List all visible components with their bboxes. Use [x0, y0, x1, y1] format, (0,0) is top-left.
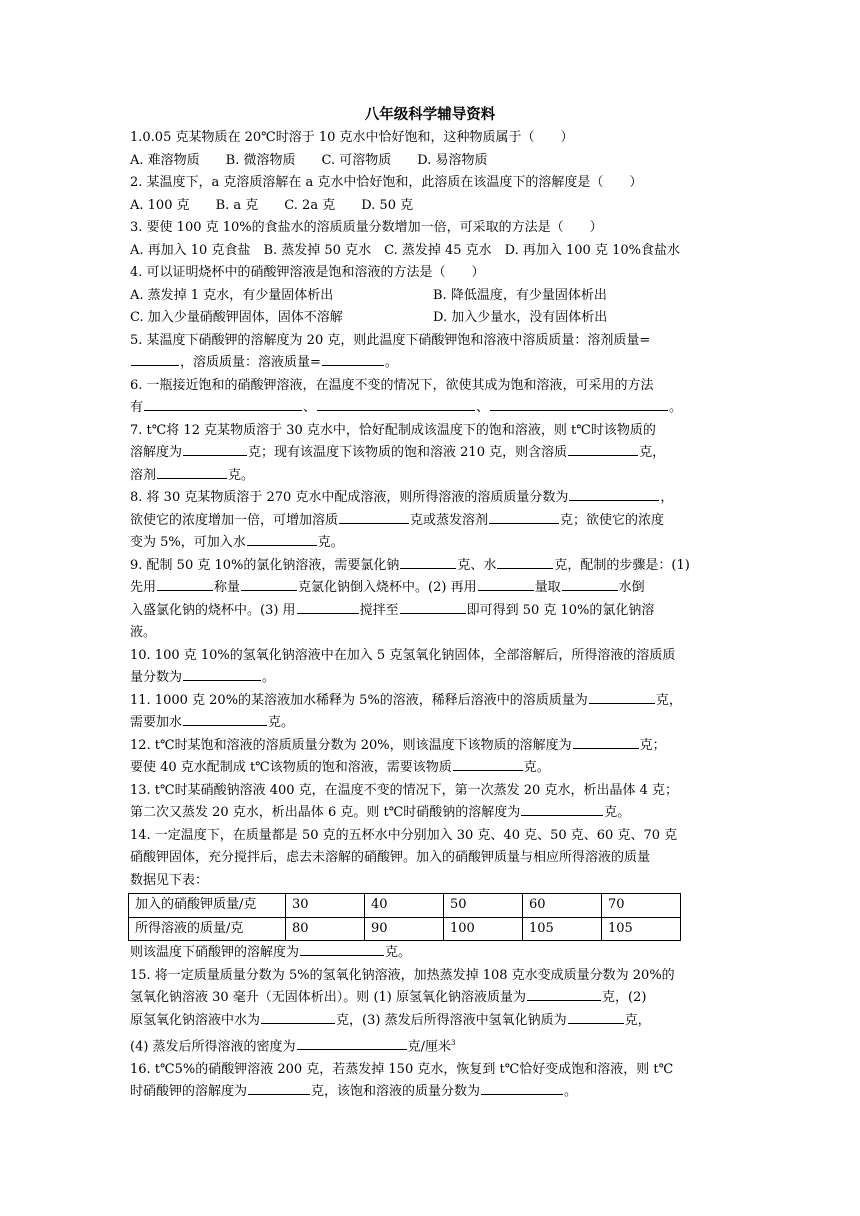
answer-blank[interactable]: [157, 578, 213, 591]
question-4-options-cd: [130, 307, 730, 330]
question-4-options-ab: [130, 285, 730, 308]
answer-blank[interactable]: [317, 398, 475, 411]
text-segment: 溶解度为: [130, 445, 183, 460]
option-a: A. 蒸发掉 1 克水，有少量固体析出: [130, 287, 334, 303]
text-segment: 克，: [639, 445, 666, 460]
answer-blank[interactable]: [261, 1011, 335, 1024]
text-segment: 时硝酸钾的溶解度为: [130, 1084, 248, 1100]
worksheet: [130, 104, 730, 1104]
answer-blank[interactable]: [481, 1082, 563, 1095]
text-segment: 克，: [624, 1012, 651, 1028]
text-segment: 变为 5%，可加入水: [130, 535, 246, 550]
text-segment: 。: [262, 670, 276, 685]
text-segment: 12. t℃时某饱和溶液的溶质质量分数为 20%，则该温度下该物质的溶解度为: [130, 737, 572, 753]
text-segment: ，溶质质量：溶液质量=: [180, 355, 321, 370]
table-cell: 80: [286, 917, 365, 941]
text-segment: 入盛氯化钠的烧杯中。(3) 用: [130, 602, 296, 618]
text-segment: 溶剂: [130, 467, 157, 483]
answer-blank[interactable]: [453, 758, 523, 771]
question-3-stem: 3. 要使 100 克 10%的食盐水的溶质质量分数增加一倍，可采取的方法是（ ）: [130, 220, 603, 235]
answer-blank[interactable]: [562, 578, 618, 591]
question-12-line-1: [130, 735, 730, 758]
question-8-line-3: [130, 532, 730, 555]
row-header: 加入的硝酸钾质量/克: [129, 894, 286, 918]
answer-blank[interactable]: [131, 353, 179, 366]
table-cell: 50: [444, 894, 523, 918]
answer-blank[interactable]: [589, 691, 655, 704]
question-10-line-1: 10. 100 克 10%的氢氧化钠溶液中在加入 5 克氢氧化钠固体，全部溶解后，所得溶液的溶质质: [130, 647, 676, 663]
answer-blank[interactable]: [300, 943, 384, 956]
question-11-line-2: [130, 712, 730, 735]
table-cell: 100: [444, 917, 523, 941]
question-5-line-2: [130, 352, 730, 375]
answer-blank[interactable]: [568, 1011, 624, 1024]
answer-blank[interactable]: [248, 1082, 310, 1095]
question-8-line-1: [130, 487, 730, 510]
question-14-line-4: [130, 942, 730, 965]
text-segment: 量取: [534, 580, 561, 595]
text-segment: 克氯化钠倒入烧杯中。(2) 再用: [298, 580, 477, 595]
question-15-line-3: [130, 1010, 730, 1033]
question-10-line-2: [130, 667, 730, 690]
question-7-line-1: 7. t℃将 12 克某物质溶于 30 克水中，恰好配制成该温度下的饱和溶液，则 t℃时该物质的: [130, 422, 656, 438]
question-2-stem: 2. 某温度下，a 克溶质溶解在 a 克水中恰好饱和，此溶质在该温度下的溶解度是（ ）: [130, 175, 643, 190]
answer-blank[interactable]: [157, 466, 227, 479]
question-9-line-3: [130, 600, 730, 623]
table-row: [129, 917, 681, 941]
answer-blank[interactable]: [521, 803, 603, 816]
text-segment: 克或蒸发溶剂: [410, 512, 489, 528]
table-cell: 105: [523, 917, 602, 941]
option-c: C. 加入少量硝酸钾固体，固体不溶解: [130, 310, 343, 325]
text-segment: 量分数为: [130, 670, 183, 685]
text-segment: (4) 蒸发后所得溶液的密度为: [130, 1039, 296, 1055]
answer-blank[interactable]: [144, 398, 302, 411]
answer-blank[interactable]: [490, 398, 668, 411]
question-13-line-2: [130, 802, 730, 825]
question-1-options: A. 难溶物质 B. 微溶物质 C. 可溶物质 D. 易溶物质: [130, 152, 488, 168]
question-14-line-1: 14. 一定温度下，在质量都是 50 克的五杯水中分别加入 30 克、40 克、50 克、60 克、70 克: [130, 827, 678, 843]
text-segment: 克。: [317, 535, 344, 550]
question-13-line-1: 13. t℃时某硝酸钠溶液 400 克，在温度不变的情况下，第一次蒸发 20 克水，析出晶体 4 克；: [130, 782, 678, 798]
question-14-line-3: 数据见下表：: [130, 872, 209, 888]
text-segment: 第二次又蒸发 20 克水，析出晶体 6 克。则 t℃时硝酸钠的溶解度为: [130, 805, 521, 820]
question-7-line-3: [130, 465, 730, 488]
table-cell: 70: [602, 894, 681, 918]
text-segment: 克；欲使它的浓度: [560, 512, 665, 528]
answer-blank[interactable]: [339, 511, 409, 524]
question-16-line-2: [130, 1081, 730, 1104]
text-segment: 克。: [523, 760, 550, 775]
data-table: [128, 893, 681, 941]
text-segment: 克，配制的步骤是：(1): [554, 557, 690, 573]
text-segment: 克。: [268, 715, 295, 730]
question-9-line-1: [130, 555, 730, 578]
text-segment: 克/厘米: [407, 1039, 451, 1055]
text-segment: 9. 配制 50 克 10%的氯化钠溶液，需要氯化钠: [130, 557, 400, 573]
table-cell: 60: [523, 894, 602, 918]
answer-blank[interactable]: [569, 488, 659, 501]
table-cell: 40: [365, 894, 444, 918]
answer-blank[interactable]: [489, 511, 559, 524]
question-6-line-1: 6. 一瓶接近饱和的硝酸钾溶液，在温度不变的情况下，欲使其成为饱和溶液，可采用的方法: [130, 377, 654, 393]
question-4-stem: 4. 可以证明烧杯中的硝酸钾溶液是饱和溶液的方法是（ ）: [130, 265, 485, 280]
question-6-line-2: [130, 397, 730, 420]
question-12-line-2: [130, 757, 730, 780]
text-segment: 、: [476, 400, 490, 415]
text-segment: 。: [564, 1084, 578, 1100]
text-segment: 原氢氧化钠溶液中水为: [130, 1012, 261, 1028]
text-segment: 克，(2): [602, 990, 647, 1005]
answer-blank[interactable]: [183, 713, 267, 726]
text-segment: 。: [384, 355, 398, 370]
question-15-line-2: [130, 987, 730, 1010]
answer-blank[interactable]: [247, 533, 317, 546]
text-segment: 克，该饱和溶液的质量分数为: [311, 1084, 481, 1100]
text-segment: 、: [303, 400, 317, 415]
text-segment: 克，(3) 蒸发后所得溶液中氢氧化钠质为: [336, 1012, 567, 1028]
text-segment: 克。: [385, 945, 412, 960]
answer-blank[interactable]: [297, 1037, 407, 1050]
table-cell: 30: [286, 894, 365, 918]
text-segment: 。: [669, 400, 683, 415]
table-cell: 105: [602, 917, 681, 941]
answer-blank[interactable]: [400, 556, 456, 569]
question-11-line-1: [130, 690, 730, 713]
answer-blank[interactable]: [322, 353, 384, 366]
row-header: 所得溶液的质量/克: [129, 917, 286, 941]
text-segment: 克；现有该温度下该物质的饱和溶液 210 克，则含溶质: [248, 445, 568, 460]
text-segment: 克。: [228, 467, 255, 483]
text-segment: 要使 40 克水配制成 t℃该物质的饱和溶液，需要该物质: [130, 760, 452, 775]
superscript: 3: [450, 1039, 456, 1047]
text-segment: 8. 将 30 克某物质溶于 270 克水中配成溶液，则所得溶液的溶质质量分数为: [130, 490, 569, 505]
answer-blank[interactable]: [527, 988, 601, 1001]
answer-blank[interactable]: [183, 668, 261, 681]
question-7-line-2: [130, 442, 730, 465]
text-segment: 则该温度下硝酸钾的溶解度为: [130, 945, 300, 960]
question-3-options: A. 再加入 10 克食盐 B. 蒸发掉 50 克水 C. 蒸发掉 45 克水 D. 再加入 100 克 10%食盐水: [130, 242, 680, 258]
answer-blank[interactable]: [478, 578, 534, 591]
text-segment: 氢氧化钠溶液 30 毫升（无固体析出）。则 (1) 原氢氧化钠溶液质量为: [130, 990, 526, 1005]
answer-blank[interactable]: [241, 578, 297, 591]
text-segment: 水倒: [618, 580, 645, 595]
text-segment: 有: [130, 400, 144, 415]
answer-blank[interactable]: [497, 556, 553, 569]
table-cell: 90: [365, 917, 444, 941]
text-segment: 需要加水: [130, 715, 183, 730]
question-9-line-4: 液。: [130, 625, 157, 640]
question-5-line-1: 5. 某温度下硝酸钾的溶解度为 20 克，则此温度下硝酸钾饱和溶液中溶质质量：溶剂质量=: [130, 332, 651, 348]
text-segment: 克。: [604, 805, 631, 820]
option-b: B. 降低温度，有少量固体析出: [433, 287, 607, 303]
question-14-line-2: 硝酸钾固体，充分搅拌后，虑去未溶解的硝酸钾。加入的硝酸钾质量与相应所得溶液的质量: [130, 850, 651, 865]
text-segment: 11. 1000 克 20%的某溶液加水稀释为 5%的溶液，稀释后溶液中的溶质质量为: [130, 692, 588, 708]
text-segment: 克、水: [457, 557, 497, 573]
question-15-line-4: [130, 1032, 730, 1059]
text-segment: 即可得到 50 克 10%的氯化钠溶: [466, 602, 655, 618]
answer-blank[interactable]: [573, 736, 639, 749]
text-segment: 先用: [130, 580, 157, 595]
text-segment: ，: [660, 490, 674, 505]
text-segment: 欲使它的浓度增加一倍，可增加溶质: [130, 512, 339, 528]
text-segment: 搅拌至: [359, 602, 399, 618]
text-segment: 称量: [214, 580, 241, 595]
question-2-options: A. 100 克 B. a 克 C. 2a 克 D. 50 克: [130, 197, 414, 213]
text-segment: 克；: [639, 737, 666, 753]
table-row: [129, 894, 681, 918]
question-16-line-1: 16. t℃5%的硝酸钾溶液 200 克，若蒸发掉 150 克水，恢复到 t℃恰好变成饱和溶液，则 t℃: [130, 1061, 674, 1077]
question-8-line-2: [130, 510, 730, 533]
answer-blank[interactable]: [297, 601, 359, 614]
question-15-line-1: 15. 将一定质量质量分数为 5%的氢氧化钠溶液，加热蒸发掉 108 克水变成质量分数为 20%的: [130, 967, 675, 983]
answer-blank[interactable]: [183, 443, 247, 456]
question-9-line-2: [130, 577, 730, 600]
option-d: D. 加入少量水，没有固体析出: [433, 310, 608, 325]
answer-blank[interactable]: [400, 601, 466, 614]
question-1-stem: 1.0.05 克某物质在 20℃时溶于 10 克水中恰好饱和，这种物质属于（ ）: [130, 130, 574, 145]
text-segment: 克，: [655, 692, 682, 708]
page-title: 八年级科学辅导资料: [364, 106, 496, 123]
answer-blank[interactable]: [568, 443, 638, 456]
